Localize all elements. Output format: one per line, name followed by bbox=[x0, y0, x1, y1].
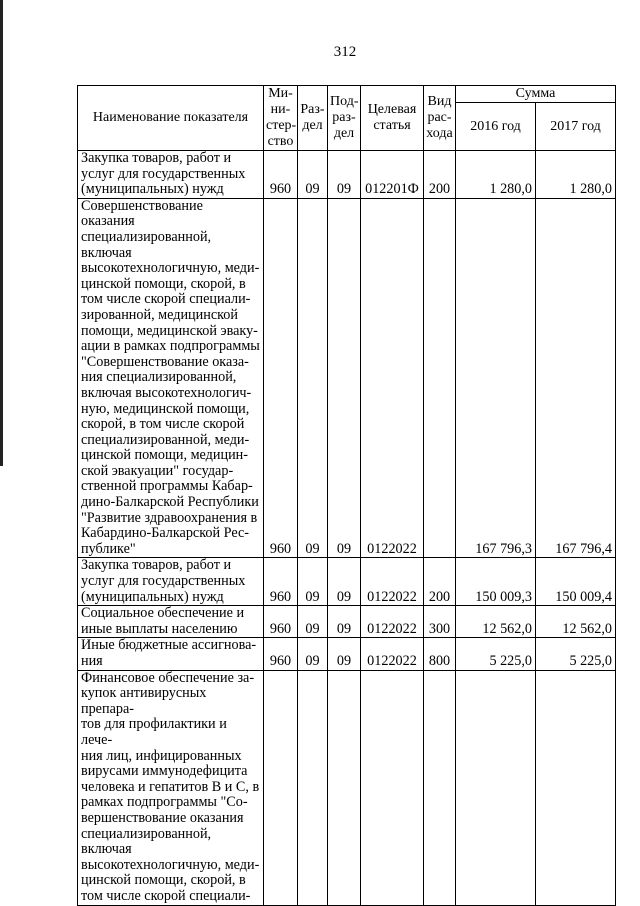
row-section: 09 bbox=[298, 198, 328, 558]
table-row bbox=[78, 151, 616, 199]
row-type: 800 bbox=[424, 638, 456, 670]
row-2016: 5 225,0 bbox=[456, 638, 536, 670]
row-subsection bbox=[328, 670, 361, 905]
page-number: 312 bbox=[333, 44, 357, 60]
row-target bbox=[361, 670, 424, 905]
row-section bbox=[298, 670, 328, 905]
header-name: Наименование показателя bbox=[78, 86, 264, 151]
row-2017 bbox=[536, 670, 616, 905]
row-2017: 5 225,0 bbox=[536, 638, 616, 670]
table-row bbox=[78, 198, 616, 558]
row-type: 200 bbox=[424, 151, 456, 199]
table-row bbox=[78, 558, 616, 606]
table-row bbox=[78, 638, 616, 670]
row-type bbox=[424, 198, 456, 558]
header-ministry: Ми- ни- стер- ство bbox=[264, 86, 298, 151]
row-name: Совершенствование оказания специализированной, включая высокотехнологичную, меди- цинской помощи, скорой, в том числе скорой специали- зированной, медицинской помощи, медицинской эваку- ации в рамках подпрограммы "Совершенствование оказа- ния специализированной, включая высокотехнологич- ную, медицинской помощи, скорой, в том числе скорой специализированной, меди- цинской помощи, медицин- ской эвакуации" государ- ственной программы Кабар- дино-Балкарской Республики "Развитие здравоохранения в Кабардино-Балкарской Рес- публике" bbox=[78, 198, 264, 558]
header-section: Раз- дел bbox=[298, 86, 328, 151]
row-2017: 150 009,4 bbox=[536, 558, 616, 606]
row-2016: 150 009,3 bbox=[456, 558, 536, 606]
table-row bbox=[78, 670, 616, 905]
row-type: 300 bbox=[424, 606, 456, 638]
row-name: Социальное обеспечение и иные выплаты населению bbox=[78, 606, 264, 638]
row-2016: 1 280,0 bbox=[456, 151, 536, 199]
row-2016: 12 562,0 bbox=[456, 606, 536, 638]
row-subsection: 09 bbox=[328, 151, 361, 199]
budget-table bbox=[77, 85, 616, 906]
row-ministry: 960 bbox=[264, 151, 298, 199]
row-2017: 167 796,4 bbox=[536, 198, 616, 558]
row-section: 09 bbox=[298, 558, 328, 606]
row-target: 0122022 bbox=[361, 558, 424, 606]
row-name: Иные бюджетные ассигнова- ния bbox=[78, 638, 264, 670]
row-ministry: 960 bbox=[264, 638, 298, 670]
row-target: 0122022 bbox=[361, 198, 424, 558]
header-subsection: Под- раз- дел bbox=[328, 86, 361, 151]
row-ministry: 960 bbox=[264, 198, 298, 558]
row-2016: 167 796,3 bbox=[456, 198, 536, 558]
row-target: 0122022 bbox=[361, 606, 424, 638]
row-name: Закупка товаров, работ и услуг для государственных (муниципальных) нужд bbox=[78, 151, 264, 199]
row-2017: 12 562,0 bbox=[536, 606, 616, 638]
row-name: Финансовое обеспечение за- купок антивирусных препара- тов для профилактики и лече- ния лиц, инфицированных вирусами иммунодефицита человека и гепатитов B и C, в рамках подпрограммы "Со- вершенствование оказания специализированной, включая высокотехнологичную, меди- цинской помощи, скорой, в том числе скорой специали- bbox=[78, 670, 264, 905]
row-type: 200 bbox=[424, 558, 456, 606]
row-name: Закупка товаров, работ и услуг для государственных (муниципальных) нужд bbox=[78, 558, 264, 606]
header-year-2016: 2016 год bbox=[456, 103, 536, 151]
row-subsection: 09 bbox=[328, 606, 361, 638]
header-expense-type: Вид рас- хода bbox=[424, 86, 456, 151]
row-section: 09 bbox=[298, 606, 328, 638]
row-subsection: 09 bbox=[328, 558, 361, 606]
row-2017: 1 280,0 bbox=[536, 151, 616, 199]
header-year-2017: 2017 год bbox=[536, 103, 616, 151]
header-target: Целевая статья bbox=[361, 86, 424, 151]
row-2016 bbox=[456, 670, 536, 905]
scan-margin-bar bbox=[0, 0, 3, 466]
row-subsection: 09 bbox=[328, 638, 361, 670]
row-ministry: 960 bbox=[264, 558, 298, 606]
row-target: 012201Ф bbox=[361, 151, 424, 199]
row-subsection: 09 bbox=[328, 198, 361, 558]
row-type bbox=[424, 670, 456, 905]
header-sum: Сумма bbox=[456, 86, 616, 103]
row-target: 0122022 bbox=[361, 638, 424, 670]
table-row bbox=[78, 606, 616, 638]
row-ministry bbox=[264, 670, 298, 905]
row-section: 09 bbox=[298, 151, 328, 199]
row-section: 09 bbox=[298, 638, 328, 670]
row-ministry: 960 bbox=[264, 606, 298, 638]
